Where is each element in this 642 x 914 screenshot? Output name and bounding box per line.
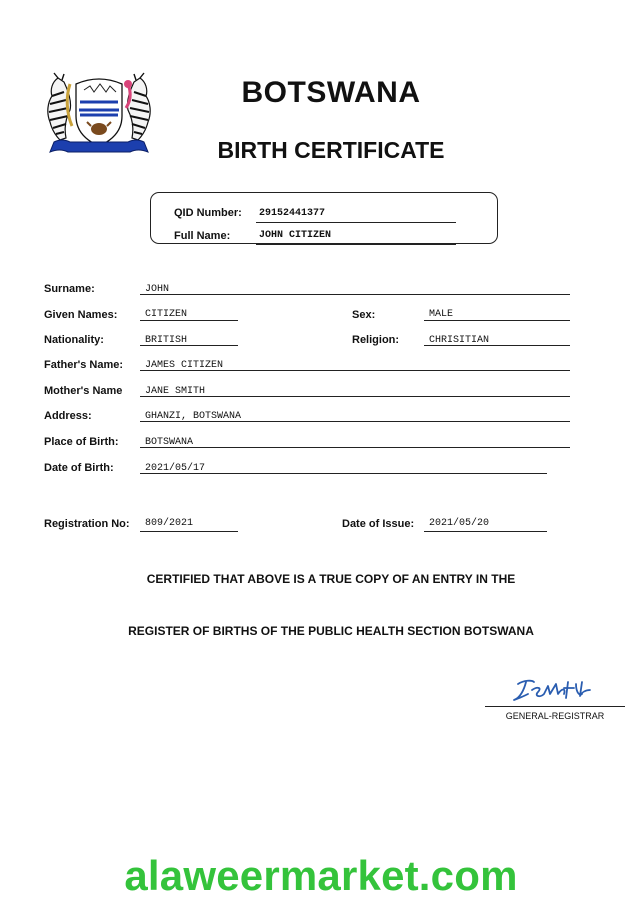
certification-line-2: REGISTER OF BIRTHS OF THE PUBLIC HEALTH SECTION BOTSWANA bbox=[128, 624, 534, 638]
father-name-value: JAMES CITIZEN bbox=[145, 360, 224, 371]
certification-line-1: CERTIFIED THAT ABOVE IS A TRUE COPY OF AN ENTRY IN THE bbox=[146, 572, 516, 586]
surname-label: Surname: bbox=[44, 283, 95, 295]
address-label: Address: bbox=[44, 410, 92, 422]
surname-value: JOHN bbox=[145, 284, 170, 295]
qid-value: 29152441377 bbox=[259, 208, 326, 219]
date-of-birth-label: Date of Birth: bbox=[44, 462, 114, 474]
nationality-label: Nationality: bbox=[44, 334, 104, 346]
signature-line bbox=[485, 706, 625, 707]
signatory-title: GENERAL-REGISTRAR bbox=[505, 711, 605, 721]
father-name-label: Father's Name: bbox=[44, 359, 124, 371]
religion-label: Religion: bbox=[352, 334, 400, 346]
registration-no-value: 809/2021 bbox=[145, 518, 194, 529]
fullname-label: Full Name: bbox=[174, 230, 231, 242]
watermark-text: alaweermarket.com bbox=[124, 852, 518, 899]
place-of-birth-value: BOTSWANA bbox=[145, 437, 194, 448]
place-of-birth-underline bbox=[140, 434, 570, 448]
address-value: GHANZI, BOTSWANA bbox=[145, 411, 242, 422]
given-names-label: Given Names: bbox=[44, 309, 118, 321]
surname-underline bbox=[140, 281, 570, 295]
nationality-value: BRITISH bbox=[145, 335, 188, 346]
date-of-issue-value: 2021/05/20 bbox=[429, 518, 490, 529]
date-of-birth-value: 2021/05/17 bbox=[145, 463, 206, 474]
registrar-signature bbox=[510, 676, 596, 706]
sex-label: Sex: bbox=[352, 309, 376, 321]
document-title: BIRTH CERTIFICATE bbox=[217, 137, 445, 163]
registration-no-label: Registration No: bbox=[44, 518, 130, 530]
given-names-value: CITIZEN bbox=[145, 309, 188, 320]
mother-name-label: Mother's Name bbox=[44, 385, 123, 397]
religion-value: CHRISITIAN bbox=[429, 335, 490, 346]
country-title: BOTSWANA bbox=[241, 76, 421, 109]
mother-name-value: JANE SMITH bbox=[145, 386, 206, 397]
date-of-issue-label: Date of Issue: bbox=[342, 518, 415, 530]
sex-value: MALE bbox=[429, 309, 454, 320]
qid-label: QID Number: bbox=[174, 207, 242, 219]
place-of-birth-label: Place of Birth: bbox=[44, 436, 119, 448]
fullname-value: JOHN CITIZEN bbox=[259, 230, 332, 241]
